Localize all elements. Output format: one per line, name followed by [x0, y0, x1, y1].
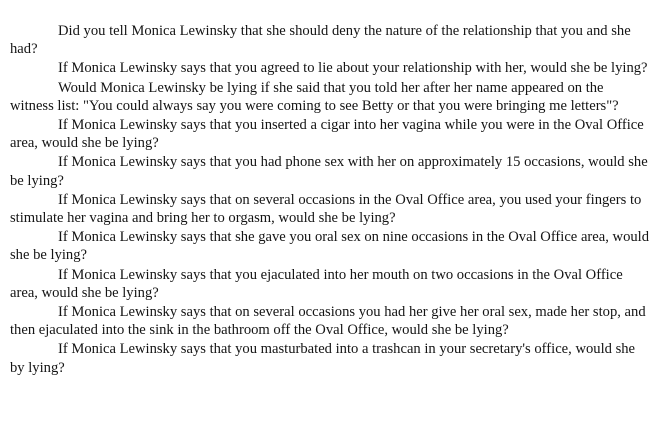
- question-paragraph: Would Monica Lewinsky be lying if she said that you told her after her name appeared on the witness list: "You could always say you were coming to see Betty or that you were bringing me letters"?: [10, 79, 619, 114]
- question-paragraph: If Monica Lewinsky says that you inserted a cigar into her vagina while you were in the Oval Office area, would she be lying?: [10, 117, 644, 152]
- question-paragraph: If Monica Lewinsky says that on several occasions you had her give her oral sex, made her stop, and then ejaculated into the sink in the bathroom off the Oval Office, would she be lying?: [10, 304, 646, 339]
- question-paragraph: If Monica Lewinsky says that you masturbated into a trashcan in your secretary's office, would she by lying?: [10, 341, 636, 376]
- question-paragraph: Did you tell Monica Lewinsky that she should deny the nature of the relationship that you and she had?: [10, 23, 631, 58]
- question-paragraph: If Monica Lewinsky says that she gave you oral sex on nine occasions in the Oval Office area, would she be lying?: [10, 229, 650, 264]
- question-paragraph: If Monica Lewinsky says that on several occasions in the Oval Office area, you used your fingers to stimulate her vagina and bring her to orgasm, would she be lying?: [10, 191, 642, 227]
- document-page: [10, 0, 650, 446]
- question-paragraph: If Monica Lewinsky says that you ejaculated into her mouth on two occasions in the Oval Office area, would she be lying?: [10, 266, 623, 301]
- question-paragraph: If Monica Lewinsky says that you agreed to lie about your relationship with her, would she be lying?: [58, 60, 648, 77]
- scan-mark: [178, 0, 184, 4]
- question-paragraph: If Monica Lewinsky says that you had phone sex with her on approximately 15 occasions, would she be lying?: [10, 154, 648, 189]
